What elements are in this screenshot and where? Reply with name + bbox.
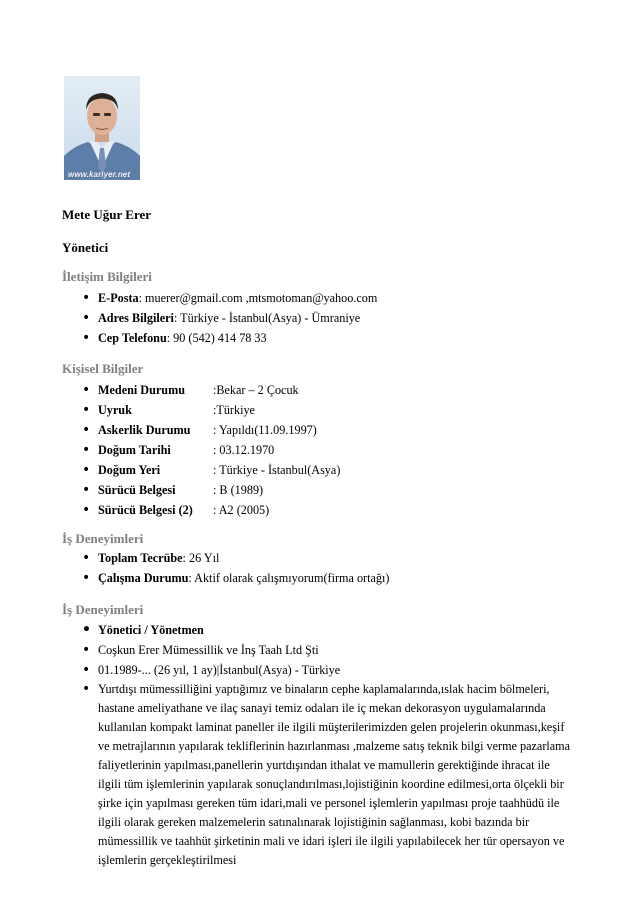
- field-value: : muerer@gmail.com ,mtsmotoman@yahoo.com: [138, 291, 378, 305]
- personal-license: [0, 480, 340, 500]
- field-label: Çalışma Durumu: [98, 571, 189, 585]
- field-value: : A2 (2005): [213, 503, 270, 517]
- field-label: Askerlik Durumu: [98, 423, 191, 437]
- field-label: Adres Bilgileri: [98, 311, 174, 325]
- personal-list: [0, 380, 340, 520]
- experience-summary-heading: İş Deneyimleri: [62, 531, 144, 546]
- personal-military: [0, 420, 340, 440]
- experience-detail-list: [0, 620, 573, 870]
- company-name: • Coşkun Erer Mümessillik ve İnş Taah Ltd Şti: [0, 640, 573, 660]
- photo-watermark: www.kariyer.net: [68, 170, 131, 179]
- personal-marital: [0, 380, 340, 400]
- field-value: : Yapıldı(11.09.1997): [213, 423, 317, 437]
- personal-heading: Kişisel Bilgiler: [62, 361, 144, 376]
- personal-birthdate: [0, 440, 340, 460]
- contact-phone: [0, 328, 377, 348]
- field-label: Medeni Durumu: [98, 383, 186, 397]
- field-label: Toplam Tecrübe: [98, 551, 183, 565]
- field-label: Doğum Tarihi: [98, 443, 171, 457]
- employment-period: • 01.1989-... (26 yıl, 1 ay)|İstanbul(Asya) - Türkiye: [0, 660, 573, 680]
- job-title: Yönetici: [62, 240, 109, 255]
- contact-heading: İletişim Bilgileri: [62, 269, 152, 284]
- job-description: • Yurtdışı mümessilliğini yaptığımız ve binaların cephe kaplamalarında,ıslak hacim bölmeleri, hastane ameliyathane ve ilaç sanayi temiz odaları ile iç mekan dekorasyon uygulamalarında kullanılan kompakt laminat paneller ile ilgili müşterilerimizden gelen projelerin okunması,keşif ve metrajlarının yapılarak tekliflerinin hazırlanması ,malzeme satış teknik bilgi verme pazarlama faliyetlerinin yapılması,panellerin yurtdışından ithalat ve mamullerin gerektiğinde ihracat ile ilgili tüm işlemlerinin yapılarak sonuçlandırılması,lojistiğinin koordine edilmesi,orta ölçekli bir şirke için yapılması gereken tüm idari,mali ve personel işlemlerin yapılması proje taahhüdü ile ilgili olarak gereken malzemelerin satınalınarak lojistiğinin sağlanması, kobi bazında bir mümessillik ve taahhüt şirketinin mali ve idari işleri ile ilgili yapılabilecek her tür opersayon ve işlemlerin gerçekleştirilmesi: [0, 680, 573, 870]
- contact-email: [0, 288, 377, 308]
- profile-photo: [64, 76, 140, 180]
- portrait-image: [64, 76, 140, 180]
- personal-license-2: [0, 500, 340, 520]
- field-label: Doğum Yeri: [98, 463, 161, 477]
- field-value: : Türkiye - İstanbul(Asya): [213, 463, 341, 477]
- field-value: : Aktif olarak çalışmıyorum(firma ortağı): [188, 571, 390, 585]
- experience-detail-heading: İş Deneyimleri: [62, 602, 144, 617]
- person-name: Mete Uğur Erer: [62, 207, 152, 222]
- field-label: Sürücü Belgesi: [98, 483, 176, 497]
- field-label: E-Posta: [98, 291, 139, 305]
- field-label: Cep Telefonu: [98, 331, 167, 345]
- field-value: : 26 Yıl: [182, 551, 220, 565]
- position-title: • Yönetici / Yönetmen: [0, 620, 573, 640]
- personal-nationality: [0, 400, 340, 420]
- contact-list: [0, 288, 377, 348]
- field-label: Uyruk: [98, 403, 132, 417]
- field-value: :Türkiye: [213, 403, 255, 417]
- total-experience: [0, 548, 389, 568]
- field-value: : 03.12.1970: [213, 443, 275, 457]
- field-value: : 90 (542) 414 78 33: [166, 331, 267, 345]
- personal-birthplace: [0, 460, 340, 480]
- field-label: Sürücü Belgesi (2): [98, 503, 193, 517]
- field-value: :Bekar – 2 Çocuk: [213, 383, 299, 397]
- work-status: [0, 568, 389, 588]
- experience-summary-list: [0, 548, 389, 588]
- field-value: : B (1989): [213, 483, 264, 497]
- field-value: : Türkiye - İstanbul(Asya) - Ümraniye: [173, 311, 361, 325]
- contact-address: [0, 308, 377, 328]
